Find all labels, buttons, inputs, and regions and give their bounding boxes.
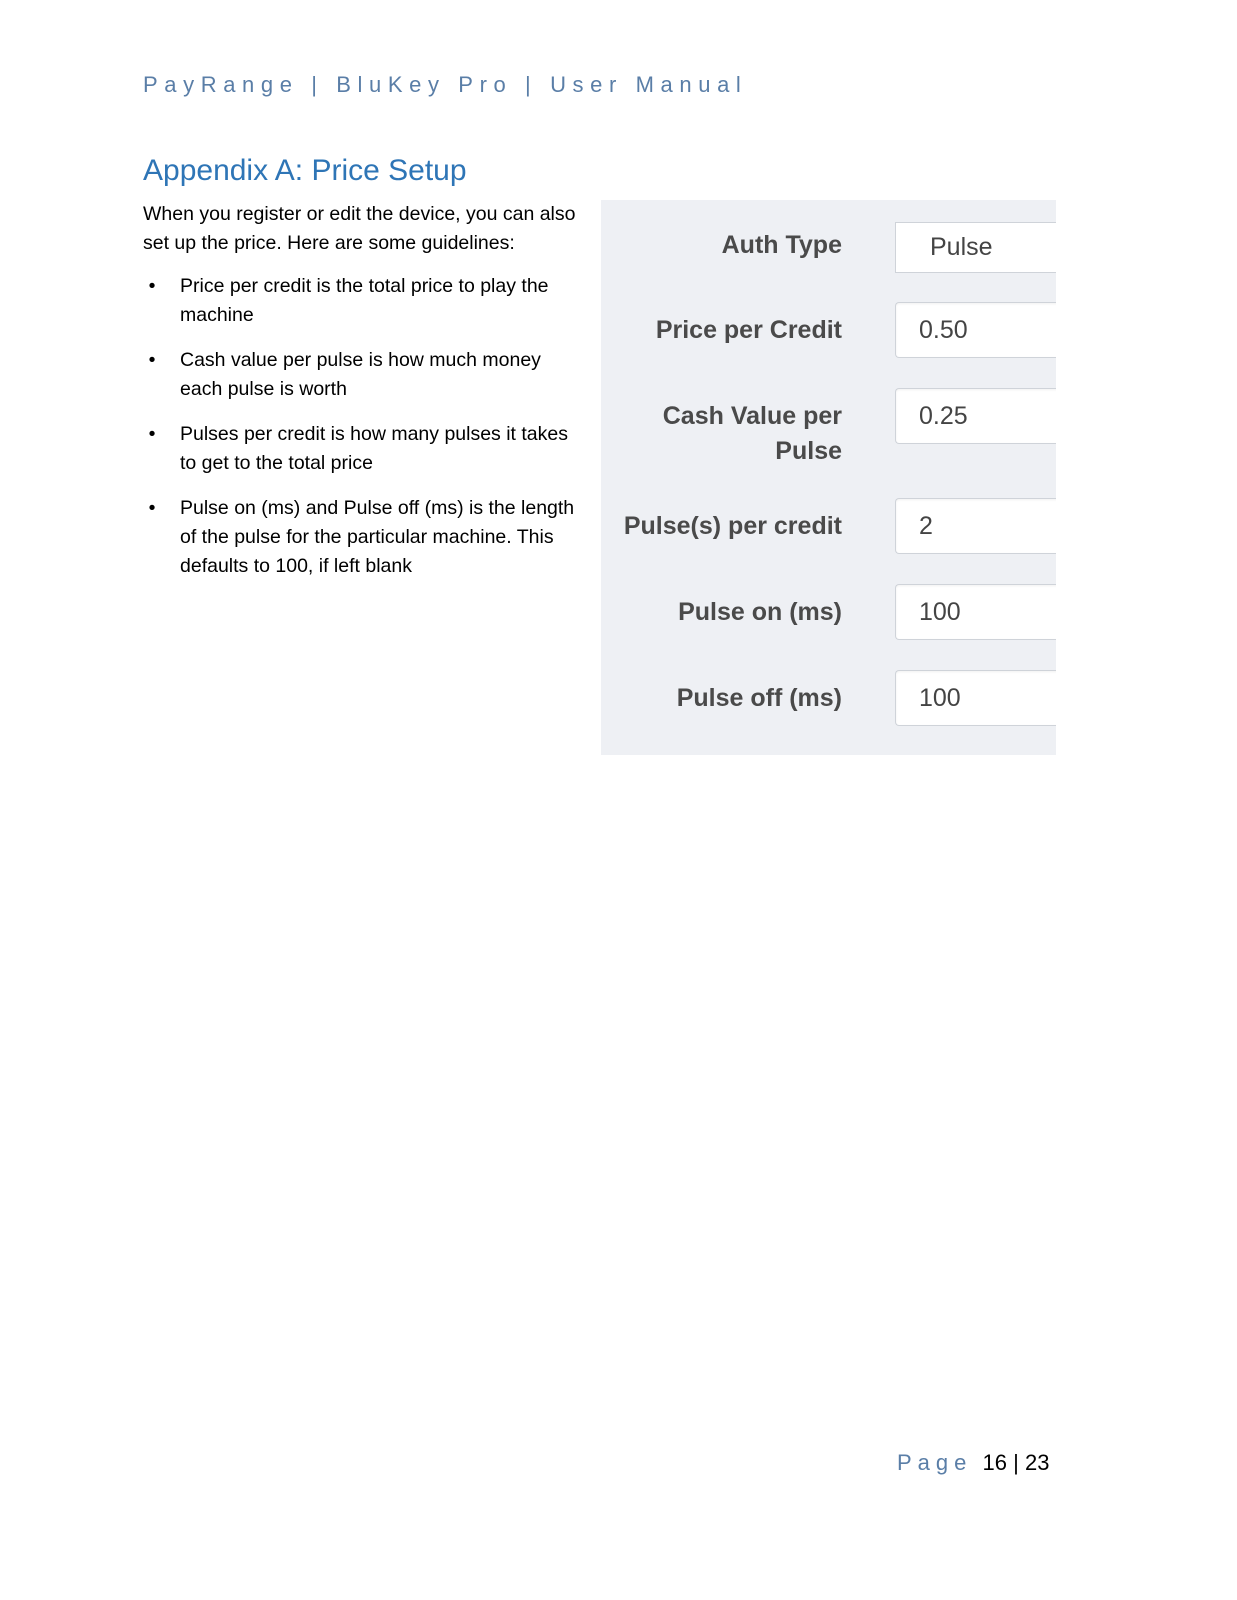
- list-item: [143, 420, 588, 478]
- guidelines-list: [143, 272, 588, 597]
- list-item: [143, 346, 588, 404]
- intro-paragraph: When you register or edit the device, you can also set up the price. Here are some guidelines:: [143, 203, 576, 254]
- list-item-text: Cash value per pulse is how much money each pulse is worth: [180, 349, 541, 400]
- auth-type-select[interactable]: Pulse: [895, 222, 1056, 273]
- pulses-per-credit-label: Pulse(s) per credit: [623, 512, 842, 540]
- list-item: [143, 272, 588, 330]
- price-per-credit-input[interactable]: 0.50: [895, 302, 1056, 358]
- pulse-off-input[interactable]: 100: [895, 670, 1056, 726]
- list-item-text: Pulse on (ms) and Pulse off (ms) is the length of the pulse for the particular machine. This defaults to 100, if left blank: [180, 497, 575, 577]
- section-title: Appendix A: Price Setup: [143, 154, 467, 187]
- cash-value-per-pulse-label: [612, 399, 842, 469]
- list-item-text: Pulses per credit is how many pulses it takes to get to the total price: [180, 423, 569, 474]
- cash-value-per-pulse-input[interactable]: 0.25: [895, 388, 1056, 444]
- page-word: Page: [897, 1450, 973, 1475]
- cash-value-label-line1: Cash Value per: [662, 402, 842, 430]
- pulse-off-label: Pulse off (ms): [676, 684, 842, 712]
- pulse-on-label: Pulse on (ms): [678, 598, 842, 626]
- pulses-per-credit-input[interactable]: 2: [895, 498, 1056, 554]
- running-header: PayRange | BluKey Pro | User Manual: [143, 72, 748, 97]
- page-number: 16: [982, 1450, 1007, 1475]
- page-separator: |: [1013, 1450, 1019, 1475]
- total-pages: 23: [1024, 1450, 1050, 1475]
- price-setup-form-screenshot: [601, 200, 1056, 755]
- bullet-icon: •: [148, 275, 156, 297]
- cash-value-label-line2: Pulse: [775, 437, 842, 465]
- price-per-credit-label: Price per Credit: [655, 316, 842, 344]
- bullet-icon: •: [148, 497, 156, 519]
- bullet-icon: •: [148, 423, 156, 445]
- list-item: [143, 494, 588, 581]
- bullet-icon: •: [148, 349, 156, 371]
- list-item-text: Price per credit is the total price to play the machine: [180, 275, 549, 326]
- pulse-on-input[interactable]: 100: [895, 584, 1056, 640]
- page-footer: [897, 1450, 1049, 1476]
- auth-type-label: Auth Type: [721, 231, 842, 259]
